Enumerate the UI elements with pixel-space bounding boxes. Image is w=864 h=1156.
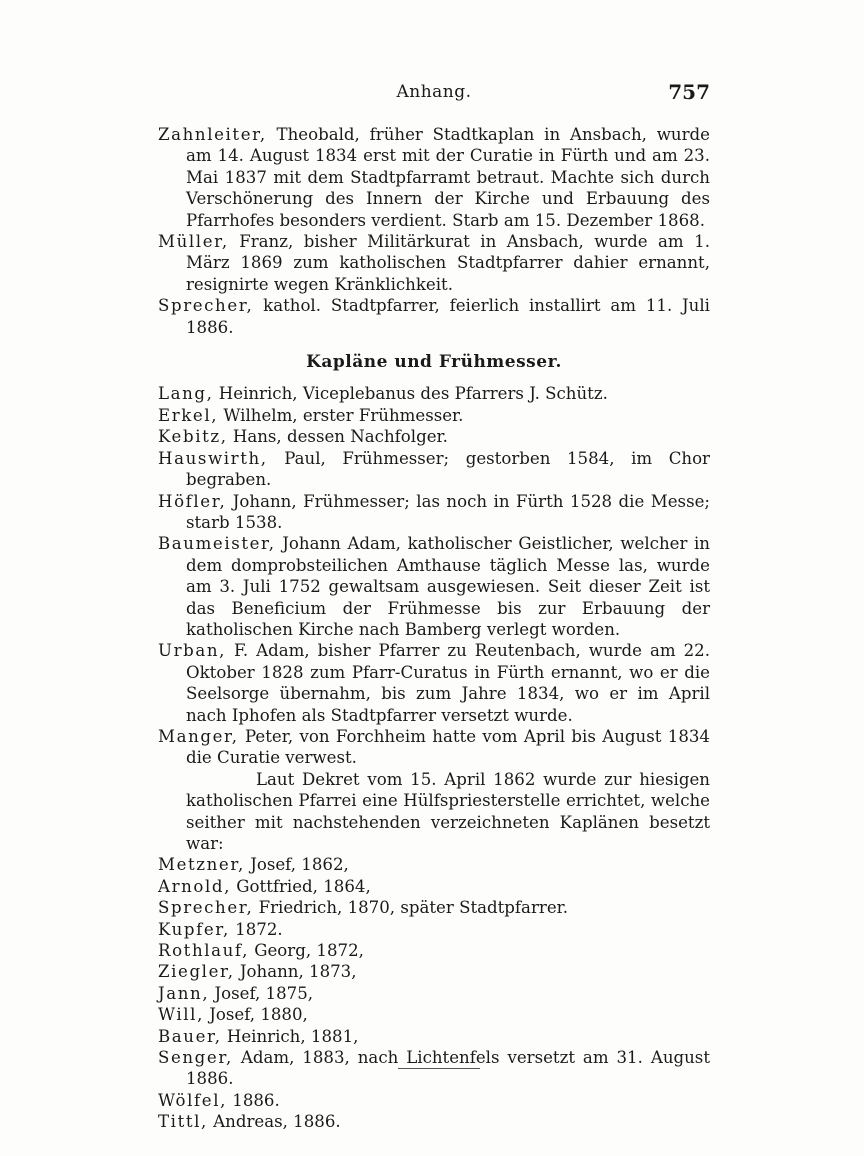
entry (158, 448, 710, 491)
entry (158, 491, 710, 534)
entry-name: Zahnleiter, (158, 125, 267, 144)
entry (158, 854, 710, 875)
entry (158, 726, 710, 769)
entry (158, 383, 710, 404)
entry-text: Franz, bisher Militärkurat in Ansbach, wurde am 1. März 1869 zum katholischen Stadtpfarrer dahier ernannt, resignirte wegen Kränklichkeit. (186, 232, 710, 294)
entry-text: 1886. (226, 1090, 280, 1110)
entry-name: Kupfer, (158, 919, 230, 939)
entry-name: Senger, (158, 1048, 233, 1068)
section-title: Kapläne und Frühmesser. (306, 352, 562, 373)
entry-name: Baumeister, (158, 534, 276, 554)
entry-name: Bauer, (158, 1026, 222, 1046)
entry-name: Will, (158, 1005, 204, 1025)
kaplan-roster (158, 854, 710, 1132)
pfarrer-list (158, 124, 710, 338)
entry (158, 426, 710, 447)
entry (158, 961, 710, 982)
entry-text: Josef, 1880, (203, 1005, 308, 1025)
entry-name: Tittl, (158, 1112, 208, 1132)
entry (158, 940, 710, 961)
page-body (158, 124, 710, 1133)
entry-text: 1872. (229, 919, 283, 939)
entry-text: Johann, Frühmesser; las noch in Fürth 1528 die Messe; starb 1538. (186, 491, 710, 532)
decree-paragraph: Laut Dekret vom 15. April 1862 wurde zur hiesigen katholischen Pfarrei eine Hülfspriesterstelle errichtet, welche seither mit nachstehenden verzeichneten Kaplänen besetzt war: (186, 769, 710, 853)
entry (158, 919, 710, 940)
entry-name: Urban, (158, 641, 226, 661)
running-title: Anhang. (396, 82, 472, 102)
entry-text: F. Adam, bisher Pfarrer zu Reutenbach, wurde am 22. Oktober 1828 zum Pfarr-Curatus in Fürth ernannt, wo er die Seelsorge übernahm, bis zum Jahre 1834, wo er im April nach Iphofen als Stadtpfarrer versetzt wurde. (186, 641, 710, 725)
entry (158, 1026, 710, 1047)
entry-text: Wilhelm, erster Frühmesser. (218, 405, 464, 425)
entry-name: Manger, (158, 726, 239, 746)
entry (158, 1111, 710, 1132)
end-rule (398, 1068, 480, 1069)
entry-text: Friedrich, 1870, später Stadtpfarrer. (253, 898, 569, 918)
entry (158, 897, 710, 918)
entry (158, 124, 710, 231)
entry-text: Georg, 1872, (248, 941, 364, 961)
entry-name: Jann, (158, 983, 210, 1003)
entry-text: Heinrich, 1881, (221, 1026, 359, 1046)
entry (158, 983, 710, 1004)
entry-text: Johann, 1873, (234, 962, 357, 982)
entry-name: Ziegler, (158, 962, 235, 982)
entry (158, 640, 710, 726)
entry-name: Höfler, (158, 491, 227, 511)
entry-text: kathol. Stadtpfarrer, feierlich installirt am 11. Juli 1886. (186, 296, 710, 337)
entry-name: Müller, (158, 232, 229, 252)
entry-text: Andreas, 1886. (207, 1112, 341, 1132)
entry-text: Josef, 1875, (209, 983, 314, 1003)
entry-text: Hans, dessen Nachfolger. (227, 427, 448, 447)
entry-name: Sprecher, (158, 898, 254, 918)
entry (158, 533, 710, 640)
entry-name: Erkel, (158, 405, 219, 425)
entry-text: Paul, Frühmesser; gestorben 1584, im Chor begraben. (186, 448, 710, 490)
entry-name: Kebitz, (158, 427, 228, 447)
entry-text: Heinrich, Viceplebanus des Pfarrers J. Schütz. (213, 384, 608, 404)
entry-name: Sprecher, (158, 296, 254, 316)
entry-name: Metzner, (158, 855, 245, 875)
entry-text: Gottfried, 1864, (231, 876, 371, 896)
page-number: 757 (668, 80, 710, 104)
entry-text: Josef, 1862, (244, 855, 349, 875)
entry-name: Wölfel, (158, 1090, 227, 1110)
entry (158, 295, 710, 338)
entry-text: Adam, 1883, nach Lichtenfels versetzt am 31. August 1886. (186, 1048, 710, 1089)
entry (158, 1004, 710, 1025)
entry-text: Johann Adam, katholischer Geistlicher, welcher in dem domprobsteilichen Amthause täglich Messe las, wurde am 3. Juli 1752 gewaltsam ausgewiesen. Seit dieser Zeit ist das Beneficium der Frühmesse bis zur Erbauung der katholischen Kirche nach Bamberg verlegt worden. (186, 534, 710, 639)
entry-name: Rothlauf, (158, 941, 249, 961)
entry-text: Peter, von Forchheim hatte vom April bis August 1834 die Curatie verwest. (186, 726, 710, 768)
entry-name: Hauswirth, (158, 448, 268, 468)
entry-text: Theobald, früher Stadtkaplan in Ansbach, wurde am 14. August 1834 erst mit der Curatie in Fürth und am 23. Mai 1837 mit dem Stadtpfarramt betraut. Machte sich durch Verschönerung des Innern der Kirche und Erbauung des Pfarrhofes besonders verdient. Starb am 15. Dezember 1868. (186, 125, 710, 230)
kaplan-list (158, 383, 710, 768)
entry (158, 876, 710, 897)
entry (158, 231, 710, 295)
page-header (158, 82, 710, 112)
entry (158, 405, 710, 426)
entry-name: Lang, (158, 384, 214, 404)
entry (158, 1090, 710, 1111)
entry-name: Arnold, (158, 876, 231, 896)
